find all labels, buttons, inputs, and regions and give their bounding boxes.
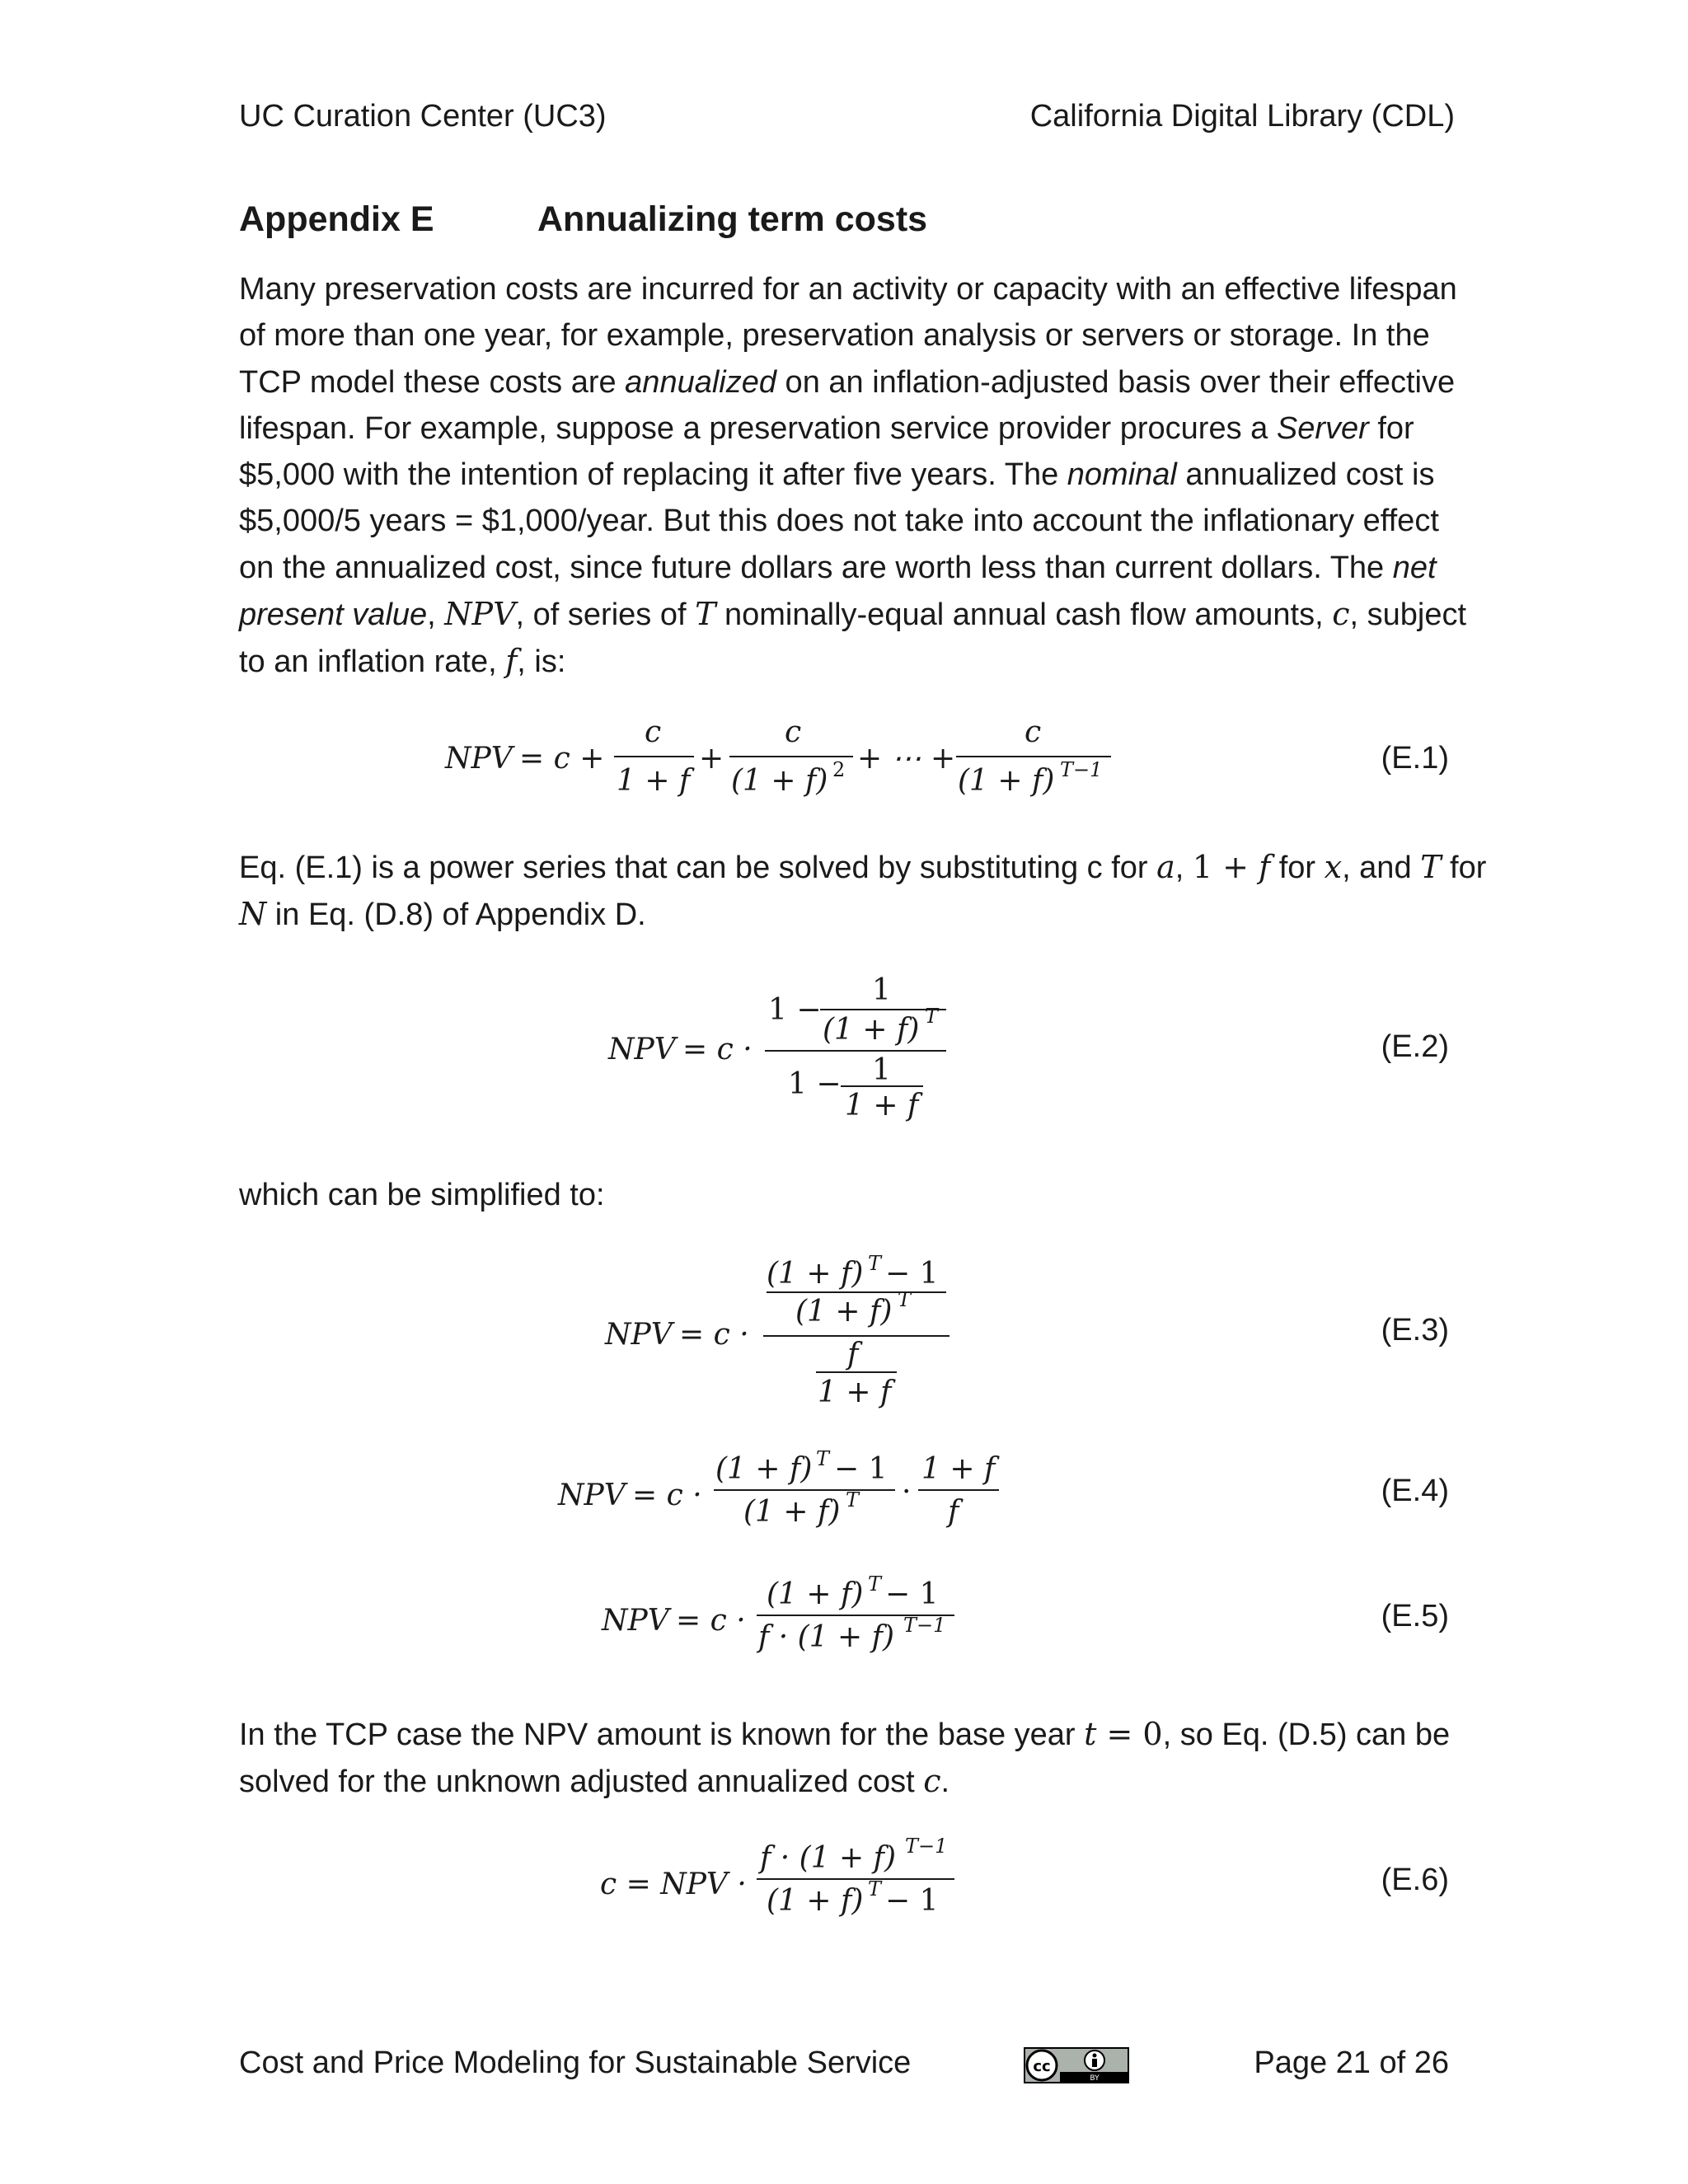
eq-minus-one: − 1 xyxy=(834,1452,888,1486)
paragraph-intro xyxy=(239,266,1467,686)
text-line: $5,000/5 years = $1,000/year. But this does not take into account the inflationary effect xyxy=(239,504,1439,539)
eq-numerator: 1 + f xyxy=(921,1452,996,1486)
eq-dot: · xyxy=(902,1475,912,1509)
eq-base: (1 + f) xyxy=(823,1013,920,1047)
appendix-label: Appendix E xyxy=(239,199,434,239)
eq-lhs: NPV xyxy=(608,1033,676,1066)
equation-number: (E.2) xyxy=(1381,1029,1449,1064)
text-line: lifespan. For example, suppose a preservation service provider procures a Server for xyxy=(239,410,1414,446)
text-line: solved for the unknown adjusted annualized cost c. xyxy=(239,1763,950,1800)
eq-rhs-start: = c · xyxy=(676,1604,746,1638)
appendix-heading: Annualizing term costs xyxy=(537,199,928,239)
eq-den: (1 + f) xyxy=(767,1884,864,1918)
page-number: Page 21 of 26 xyxy=(1254,2046,1449,2080)
eq-rhs-start: = c · xyxy=(682,1033,753,1066)
eq-exponent: 2 xyxy=(832,758,846,781)
eq-exponent: T−1 xyxy=(905,1835,948,1858)
eq-rhs-start: = c · xyxy=(679,1318,749,1352)
eq-rhs-start: = c · xyxy=(632,1479,702,1512)
eq-exponent: T xyxy=(816,1447,830,1470)
text-line: $5,000 with the intention of replacing it after five years. The nominal annualized cost is xyxy=(239,457,1435,493)
equation-number: (E.5) xyxy=(1381,1599,1449,1633)
eq-dots: + ⋯ + xyxy=(857,742,956,776)
footer-title: Cost and Price Modeling for Sustainable Service xyxy=(239,2046,912,2080)
eq-one-minus: 1 − xyxy=(788,1067,842,1101)
eq-exponent: T xyxy=(898,1288,912,1311)
equation-number: (E.1) xyxy=(1381,741,1449,776)
text-line: Many preservation costs are incurred for an activity or capacity with an effective lifespan xyxy=(239,272,1457,307)
eq-base: (1 + f) xyxy=(743,1495,841,1529)
eq-den: f · (1 + f) xyxy=(758,1620,895,1654)
eq-den: 1 + f xyxy=(845,1089,919,1122)
eq-minus-one: − 1 xyxy=(885,1884,939,1918)
text-line: N in Eq. (D.8) of Appendix D. xyxy=(239,896,646,933)
eq-numerator: c xyxy=(785,715,802,749)
text-line: which can be simplified to: xyxy=(239,1178,605,1212)
equation-number: (E.6) xyxy=(1381,1863,1449,1897)
eq-lhs: NPV xyxy=(602,1604,669,1638)
cc-by-icon xyxy=(1024,2047,1129,2083)
equation-number: (E.4) xyxy=(1381,1474,1449,1508)
eq-exponent: T xyxy=(925,1005,939,1028)
eq-lhs: NPV xyxy=(558,1479,626,1512)
appendix-title xyxy=(239,199,928,240)
eq-lhs: c = NPV · xyxy=(600,1868,747,1901)
eq-exponent: T xyxy=(868,1877,882,1900)
eq-one: 1 xyxy=(872,1053,891,1087)
eq-base: (1 + f) xyxy=(767,1577,864,1611)
text-line: of more than one year, for example, preservation analysis or servers or storage. In the xyxy=(239,318,1430,354)
text-line: TCP model these costs are annualized on an inflation-adjusted basis over their effective xyxy=(239,364,1456,400)
text-line: present value, NPV, of series of T nominally-equal annual cash flow amounts, c, subject xyxy=(239,596,1467,633)
eq-exponent: T xyxy=(868,1252,882,1275)
header-right: California Digital Library (CDL) xyxy=(1029,99,1455,134)
eq-base: (1 + f) xyxy=(715,1452,813,1486)
eq-base: (1 + f) xyxy=(767,1257,864,1291)
eq-numerator: f · (1 + f) xyxy=(760,1841,897,1875)
eq-minus-one: − 1 xyxy=(885,1257,939,1291)
text-line: to an inflation rate, f, is: xyxy=(239,643,566,680)
svg-text:cc: cc xyxy=(1033,2058,1051,2075)
eq-den: 1 + f xyxy=(818,1376,892,1409)
eq-denominator: 1 + f xyxy=(617,764,691,798)
eq-den: f xyxy=(948,1495,959,1529)
equation-number: (E.3) xyxy=(1381,1313,1449,1347)
eq-exponent: T xyxy=(868,1572,882,1596)
paragraph-power-series xyxy=(239,844,1487,939)
eq-lhs: NPV xyxy=(445,742,513,776)
text-line: In the TCP case the NPV amount is known for the base year t = 0, so Eq. (D.5) can be xyxy=(239,1716,1451,1752)
eq-one: 1 xyxy=(872,973,891,1007)
eq-f: f xyxy=(847,1338,859,1371)
eq-rhs-start: = c + xyxy=(519,742,605,776)
eq-plus: + xyxy=(699,742,724,776)
eq-exponent: T−1 xyxy=(903,1614,946,1637)
eq-minus-one: − 1 xyxy=(885,1577,939,1611)
eq-denominator: (1 + f) xyxy=(731,764,828,798)
svg-text:BY: BY xyxy=(1090,2074,1100,2083)
eq-denominator: (1 + f) xyxy=(958,764,1055,798)
eq-lhs: NPV xyxy=(605,1318,673,1352)
eq-exponent: T xyxy=(846,1488,860,1511)
paragraph-tcp-case xyxy=(239,1711,1459,1806)
text-line: Eq. (E.1) is a power series that can be solved by substituting c for a, 1 + f for x, and T for xyxy=(239,849,1487,885)
eq-numerator: c xyxy=(1025,715,1042,749)
paragraph-simplified xyxy=(239,1172,1459,1218)
text-line: on the annualized cost, since future dollars are worth less than current dollars. The net xyxy=(239,550,1437,585)
eq-numerator: c xyxy=(645,715,662,749)
header-left: UC Curation Center (UC3) xyxy=(239,99,607,134)
eq-one-minus: 1 − xyxy=(768,993,822,1027)
eq-base: (1 + f) xyxy=(795,1295,893,1329)
eq-exponent: T−1 xyxy=(1060,758,1103,781)
